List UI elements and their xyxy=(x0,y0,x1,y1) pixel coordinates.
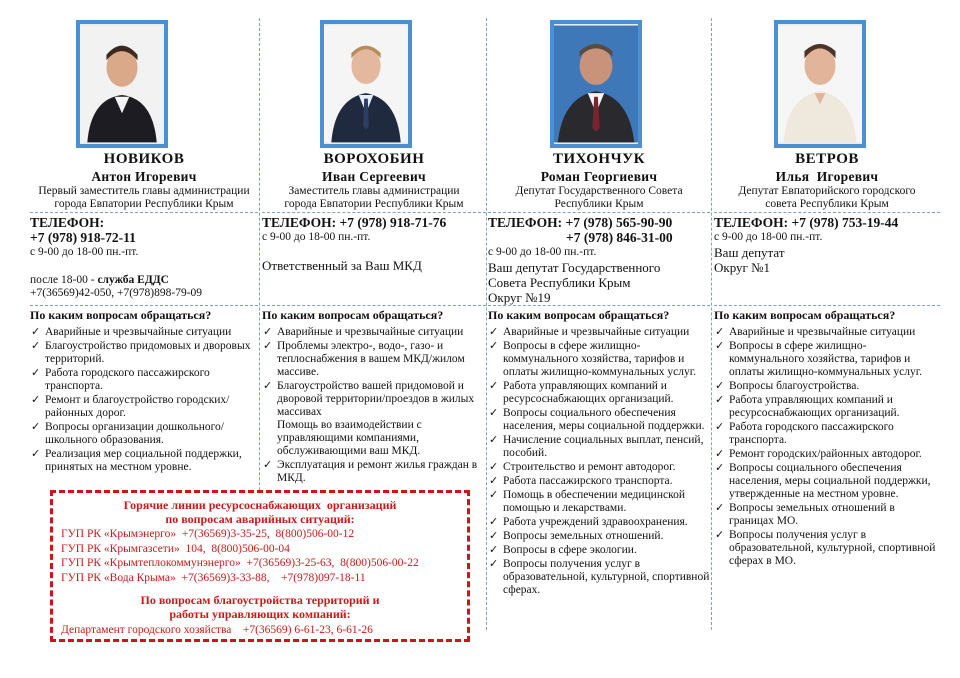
questions-header: По каким вопросам обращаться? xyxy=(30,308,212,322)
list-item: ✓ Вопросы в сфере жилищно-коммунального хозяйства, тарифов и оплаты жилищно-коммунальных услуг. xyxy=(714,340,940,379)
questions-list xyxy=(488,326,710,598)
section-divider xyxy=(30,212,258,213)
questions-list xyxy=(262,326,486,486)
improvement-subtitle: работы управляющих компаний: xyxy=(169,606,351,621)
hotline-box xyxy=(50,490,470,642)
questions-header: По каким вопросам обращаться? xyxy=(262,308,444,322)
hotline-entry: ГУП РК «Вода Крыма» +7(36569)3-33-88, +7(978)097-18-11 xyxy=(61,571,366,584)
person-silhouette-icon xyxy=(80,24,164,144)
list-item: ✓ Работа управляющих компаний и ресурсоснабжающих организаций. xyxy=(488,380,710,406)
hotline-title: Горячие линии ресурсоснабжающих организаций xyxy=(123,498,397,512)
section-divider xyxy=(30,305,258,306)
person-card-tikhonchuk xyxy=(488,14,710,634)
portrait-photo xyxy=(550,20,642,148)
department-entry: Департамент городского хозяйства +7(36569) 6-61-23, 6-61-26 xyxy=(61,624,373,636)
person-card-vetrov xyxy=(714,14,940,634)
list-item: ✓ Ремонт городских/районных автодорог. xyxy=(714,448,940,461)
phone-number: ТЕЛЕФОН: +7 (978) 565-90-90 xyxy=(488,215,673,230)
list-item: ✓ Эксплуатация и ремонт жилья граждан в МКД. xyxy=(262,459,486,485)
after-hours-phones: +7(36569)42-050, +7(978)898-79-09 xyxy=(30,287,203,299)
list-item: ✓ Помощь в обеспечении медицинской помощью и лекарствами. xyxy=(488,489,710,515)
list-item: ✓ Вопросы социального обеспечения населения, меры социальной поддержки, утвержденные на местном уровне. xyxy=(714,462,940,501)
list-item: ✓ Вопросы социального обеспечения населения, меры социальной поддержки. xyxy=(488,407,710,433)
person-silhouette-icon xyxy=(778,24,862,144)
work-hours: с 9-00 до 18-00 пн.-пт. xyxy=(488,246,597,258)
list-item: ✓ Благоустройство вашей придомовой и дворовой территории/проездов в жилых массивах Помощь во взаимодействии с управляющими компаниями, обслуживающими ваш МКД. xyxy=(262,380,486,458)
portrait-photo xyxy=(320,20,412,148)
hotline-subtitle: по вопросам аварийных ситуаций: xyxy=(165,511,355,526)
phone-number: +7 (978) 918-72-11 xyxy=(30,230,136,245)
list-item: ✓ Строительство и ремонт автодорог. xyxy=(488,461,710,474)
person-position: Первый заместитель главы администрации города Евпатории Республики Крым xyxy=(38,185,250,210)
list-item: ✓ Вопросы земельных отношений. xyxy=(488,530,710,543)
contact-block xyxy=(488,215,710,305)
hotline-entry: ГУП РК «Крымтеплокоммунэнерго» +7(36569)3-25-63, 8(800)506-00-22 xyxy=(61,557,419,569)
section-divider xyxy=(262,305,486,306)
section-divider xyxy=(488,305,710,306)
phone-number: ТЕЛЕФОН: +7 (978) 918-71-76 xyxy=(262,215,447,230)
list-item: ✓ Вопросы благоустройства. xyxy=(714,380,940,393)
person-silhouette-icon xyxy=(554,24,638,144)
person-surname: ВЕТРОВ xyxy=(795,151,859,167)
person-surname: ТИХОНЧУК xyxy=(553,151,645,167)
list-item: ✓ Вопросы в сфере экологии. xyxy=(488,544,710,557)
phone-label: ТЕЛЕФОН: xyxy=(30,215,105,230)
list-item: ✓ Начисление социальных выплат, пенсий, пособий. xyxy=(488,434,710,460)
contact-block xyxy=(262,215,486,273)
questions-header: По каким вопросам обращаться? xyxy=(714,308,896,322)
list-item: ✓ Работа учреждений здравоохранения. xyxy=(488,516,710,529)
hotline-entry: ГУП РК «Крымэнерго» +7(36569)3-35-25, 8(800)506-00-12 xyxy=(61,528,355,540)
column-divider xyxy=(486,18,487,630)
list-item: ✓ Вопросы получения услуг в образовательной, культурной, спортивной сферах в МО. xyxy=(714,529,940,568)
district-note: Округ №1 xyxy=(714,259,771,275)
person-surname: ВОРОХОБИН xyxy=(323,151,425,167)
work-hours: с 9-00 до 18-00 пн.-пт. xyxy=(714,231,823,243)
person-position: Депутат Евпаторийского городского совета Республики Крым xyxy=(738,185,916,210)
list-item: ✓ Работа городского пассажирского транспорта. xyxy=(30,367,258,393)
work-hours: с 9-00 до 18-00 пн.-пт. xyxy=(30,246,139,258)
list-item: ✓ Аварийные и чрезвычайные ситуации xyxy=(262,326,486,339)
list-item: ✓ Вопросы в сфере жилищно-коммунального хозяйства, тарифов и оплаты жилищно-коммунальных услуг. xyxy=(488,340,710,379)
contact-block xyxy=(30,215,258,301)
questions-header: По каким вопросам обращаться? xyxy=(488,308,670,322)
list-item: ✓ Аварийные и чрезвычайные ситуации xyxy=(714,326,940,339)
person-given-name: Роман Георгиевич xyxy=(540,169,658,184)
person-surname: НОВИКОВ xyxy=(103,151,185,167)
hotline-entry: ГУП РК «Крымгазсети» 104, 8(800)506-00-04 xyxy=(61,542,290,555)
person-given-name: Антон Игоревич xyxy=(91,169,197,184)
deputy-note: Ваш депутат Государственного xyxy=(488,259,661,275)
list-item: ✓ Работа пассажирского транспорта. xyxy=(488,475,710,488)
section-divider xyxy=(714,305,940,306)
list-item: ✓ Вопросы земельных отношений в границах МО. xyxy=(714,502,940,528)
list-item: ✓ Благоустройство придомовых и дворовых территорий. xyxy=(30,340,258,366)
list-item: ✓ Проблемы электро-, водо-, газо- и теплоснабжения в вашем МКД/жилом массиве. xyxy=(262,340,486,379)
list-item: ✓ Вопросы получения услуг в образовательной, культурной, спортивной сферах. xyxy=(488,558,710,597)
list-item: ✓ Вопросы организации дошкольного/школьного образования. xyxy=(30,421,258,447)
person-position: Заместитель главы администрации города Евпатории Республики Крым xyxy=(284,185,464,210)
improvement-title: По вопросам благоустройства территорий и xyxy=(140,593,380,607)
section-divider xyxy=(488,212,710,213)
after-hours-text: после 18-00 - служба ЕДДС xyxy=(30,273,169,286)
section-divider xyxy=(262,212,486,213)
person-given-name: Иван Сергеевич xyxy=(322,169,426,184)
deputy-note: Совета Республики Крым xyxy=(488,274,631,290)
questions-list xyxy=(30,326,258,475)
deputy-note: Ваш депутат xyxy=(714,244,785,260)
portrait-photo xyxy=(774,20,866,148)
phone-number-2: +7 (978) 846-31-00 xyxy=(566,230,673,245)
column-divider xyxy=(711,18,712,630)
person-silhouette-icon xyxy=(324,24,408,144)
list-item: ✓ Ремонт и благоустройство городских/районных дорог. xyxy=(30,394,258,420)
list-item: ✓ Аварийные и чрезвычайные ситуации xyxy=(488,326,710,339)
contact-block xyxy=(714,215,940,275)
list-item: ✓ Работа управляющих компаний и ресурсоснабжающих организаций. xyxy=(714,394,940,420)
questions-list xyxy=(714,326,940,569)
list-item: ✓ Реализация мер социальной поддержки, принятых на местном уровне. xyxy=(30,448,258,474)
section-divider xyxy=(714,212,940,213)
list-item: ✓ Работа городского пассажирского транспорта. xyxy=(714,421,940,447)
portrait-photo xyxy=(76,20,168,148)
district-note: Округ №19 xyxy=(488,289,551,305)
person-position: Депутат Государственного Совета Республики Крым xyxy=(515,185,683,210)
phone-number: ТЕЛЕФОН: +7 (978) 753-19-44 xyxy=(714,215,899,230)
list-item: ✓ Аварийные и чрезвычайные ситуации xyxy=(30,326,258,339)
responsibility-note: Ответственный за Ваш МКД xyxy=(262,257,422,273)
person-given-name: Илья Игоревич xyxy=(775,169,879,184)
work-hours: с 9-00 до 18-00 пн.-пт. xyxy=(262,231,371,243)
hotline-list xyxy=(61,527,459,585)
